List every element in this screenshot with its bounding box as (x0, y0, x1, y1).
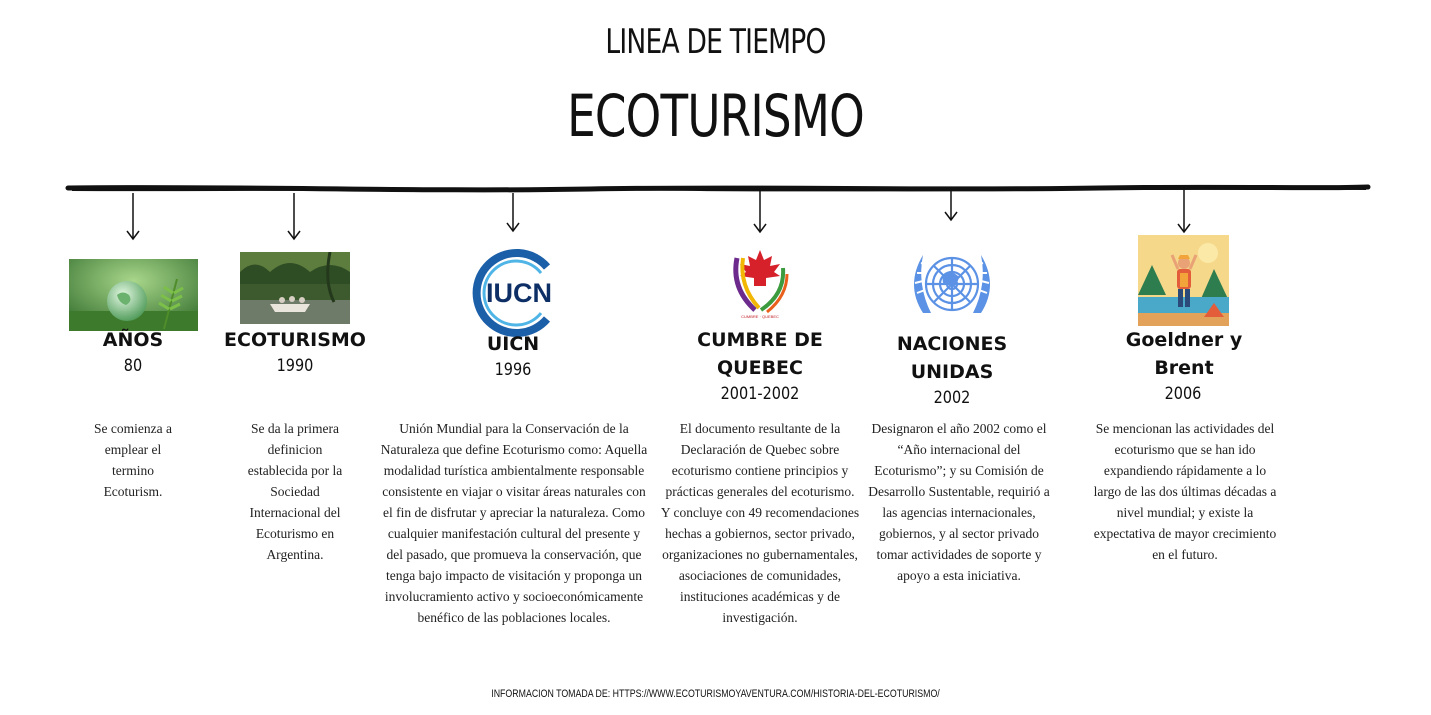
quebec-summit-logo (727, 244, 793, 322)
nature-globe-image (69, 259, 198, 331)
event-description-1: Se comienza a emplear el termino Ecoturism. (94, 421, 172, 499)
event-label-4: CUMBRE DE QUEBEC (697, 329, 823, 379)
event-description-2: Se da la primera definicion establecida por la Sociedad Internacional del Ecoturismo en Argentina. (247, 421, 343, 562)
event-year-3: 1996 (494, 360, 532, 380)
river-boat-image (240, 252, 350, 324)
timeline-arrows (127, 188, 1190, 239)
timeline-subtitle: LINEA DE TIEMPO (605, 22, 826, 62)
iucn-logo (467, 245, 563, 341)
timeline-line (0, 0, 1431, 250)
page-title: ECOTURISMO (567, 82, 864, 150)
event-label-5: NACIONES UNIDAS (896, 333, 1008, 383)
event-label-3: UICN (486, 333, 540, 355)
event-year-2: 1990 (276, 356, 314, 376)
event-description-5: Designaron el año 2002 como el “Año internacional del Ecoturismo”; y su Comisión de Desarrollo Sustentable, requirió a las agencias internacionales, gobiernos, y al sector privado tomar actividades de soporte y apoyo a esta iniciativa. (868, 421, 1050, 583)
arrow-5 (945, 188, 957, 220)
arrow-2 (288, 193, 300, 239)
arrow-3 (507, 193, 519, 231)
event-description-4: El documento resultante de la Declaración de Quebec sobre ecoturismo contiene principios y prácticas generales del ecoturismo. Y concluye con 49 recomendaciones hechas a gobiernos, sector privado, organizaciones no gubernamentales, asociaciones de comunidades, instituciones académicas y de investigación. (660, 421, 860, 625)
event-label-2: ECOTURISMO (224, 329, 366, 351)
svg-text:CUMBRE · QUEBEC: CUMBRE · QUEBEC (741, 314, 779, 319)
event-year-6: 2006 (1164, 384, 1202, 404)
iucn-logo-text: IUCN (486, 278, 552, 308)
arrow-4 (754, 188, 766, 232)
event-year-5: 2002 (933, 388, 971, 408)
event-description-6: Se mencionan las actividades del ecoturismo que se han ido expandiendo rápidamente a lo largo de las dos últimas décadas a nivel mundial; y existe la expectativa de mayor crecimiento en el futuro. (1093, 421, 1277, 562)
event-label-1: AÑOS (102, 329, 164, 351)
event-description-3: Unión Mundial para la Conservación de la Naturaleza que define Ecoturismo como: Aquella modalidad turística ambientalmente responsable consistente en viajar o visitar áreas naturales con el fin de disfrutar y apreciar la naturaleza. Como cualquier manifestación cultural del presente y del pasado, que promueva la conservación, que tenga bajo impacto de visitación y proponga un involucramiento activo y socioeconómicamente benéfico de las poblaciones locales. (380, 421, 648, 625)
event-label-6: Goeldner y Brent (1125, 329, 1243, 379)
event-year-1: 80 (123, 356, 143, 376)
hiker-illustration (1138, 235, 1229, 326)
arrow-1 (127, 193, 139, 239)
united-nations-emblem (903, 243, 1001, 329)
source-citation: INFORMACION TOMADA DE: HTTPS://WWW.ECOTURISMOYAVENTURA.COM/HISTORIA-DEL-ECOTURISMO/ (491, 688, 940, 700)
arrow-6 (1178, 188, 1190, 232)
event-year-4: 2001-2002 (720, 384, 800, 404)
